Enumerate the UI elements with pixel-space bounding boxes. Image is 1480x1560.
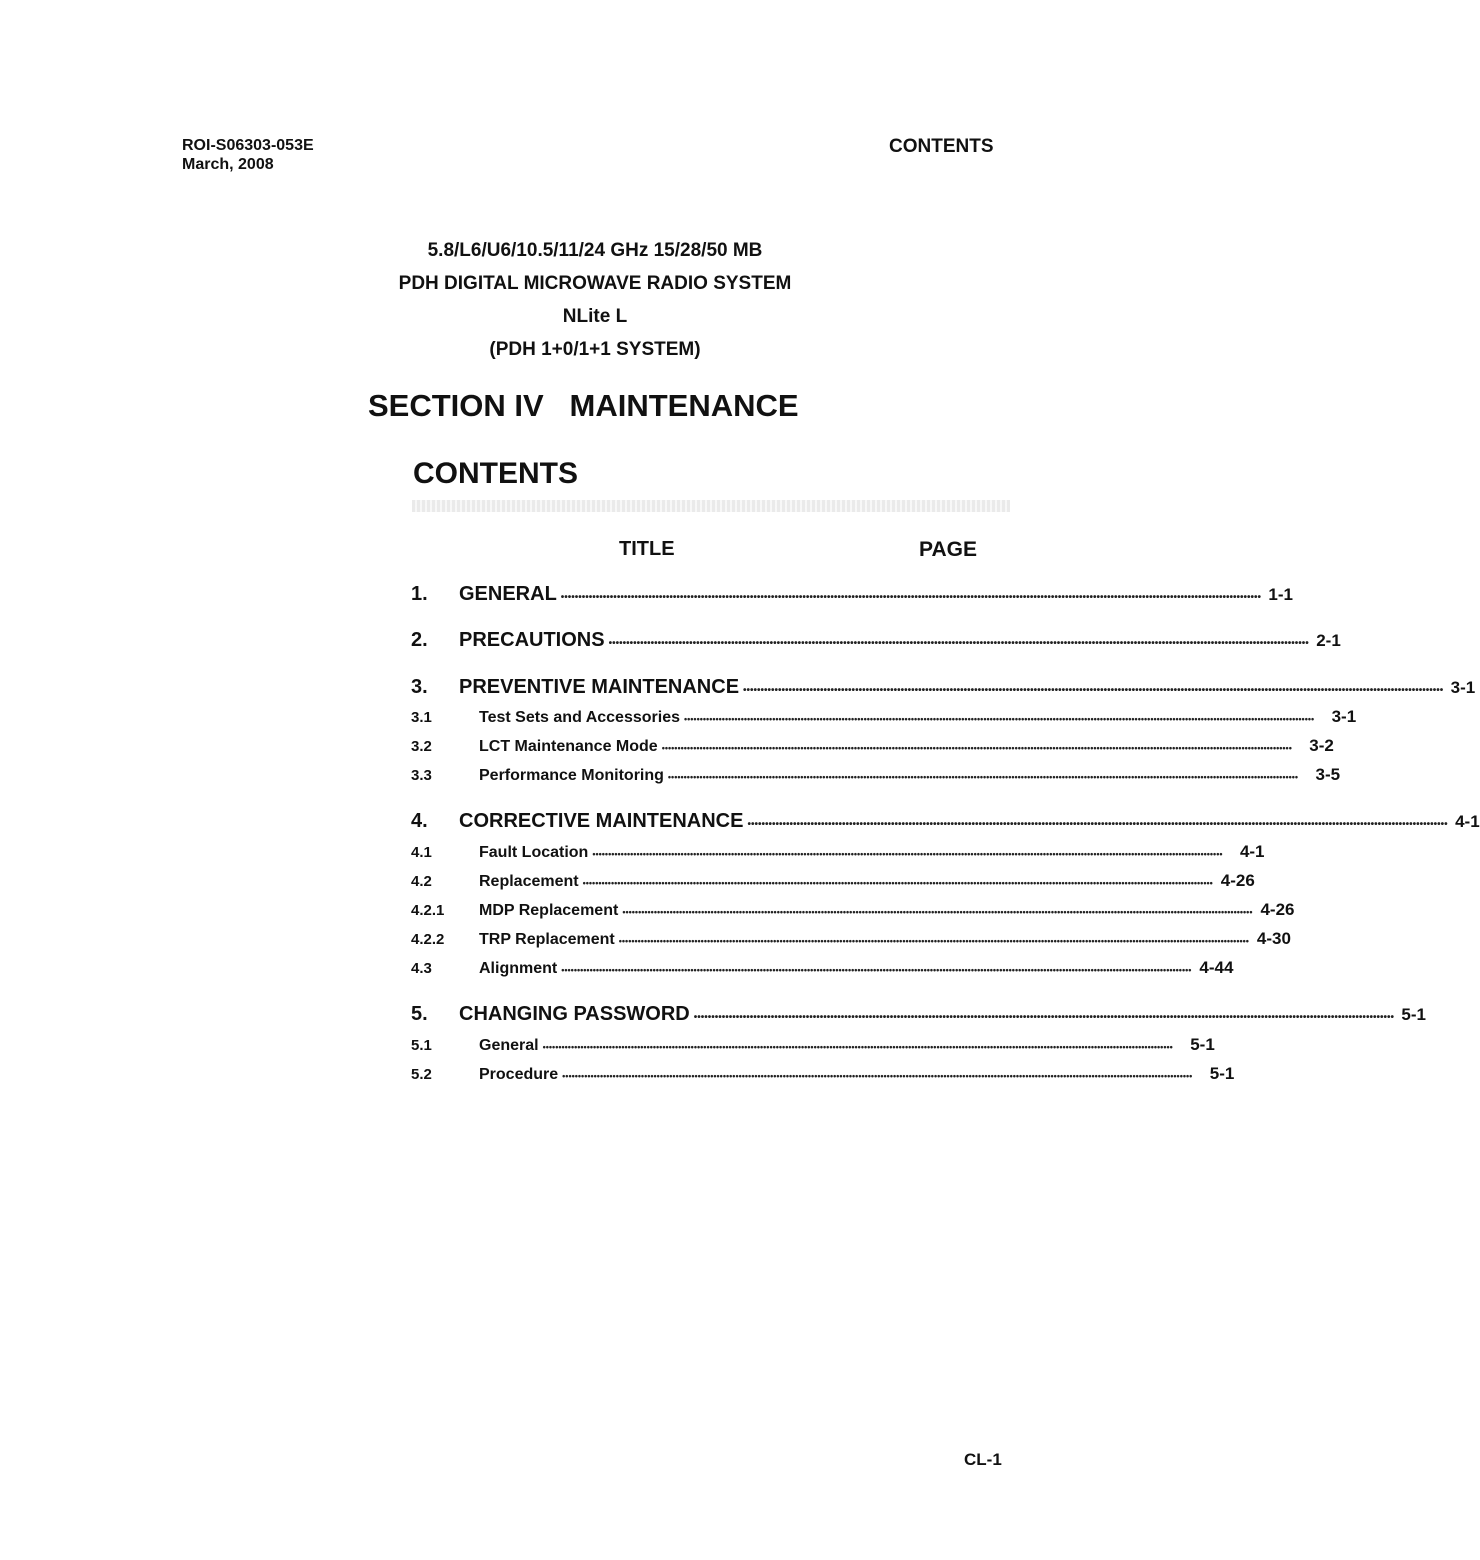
toc-entry[interactable] <box>411 676 1476 699</box>
document-title <box>340 234 850 366</box>
title-line: NLite L <box>562 306 628 327</box>
title-line: 5.8/L6/U6/10.5/11/24 GHz 15/28/50 MB <box>427 240 763 261</box>
toc-entry[interactable] <box>411 707 1357 727</box>
toc-entry[interactable] <box>411 842 1265 862</box>
toc-dot-leader: •••••••••••••••••••••••••••••••••••••••••••••••••••••••••••••••••••••••••••••••••••••••••••••••••••••••••••••••••••••••••••••••••••••••••••••••••••••••••••••••••••••••••••••••••••••••••••••••••••••••• <box>592 849 1223 859</box>
toc-entry-number: 5.2 <box>411 1066 432 1083</box>
document-header-left <box>182 136 314 174</box>
toc-dot-leader: •••••••••••••••••••••••••••••••••••••••••••••••••••••••••••••••••••••••••••••••••••••••••••••••••••••••••••••••••••••••••••••••••••••••••••••••••••••••••••••••••••••••••••••••••••••••••••••••••••••••• <box>542 1042 1173 1052</box>
column-header-page: PAGE <box>919 538 977 561</box>
toc-entry-title: Procedure <box>479 1066 559 1083</box>
toc-entry[interactable] <box>411 871 1255 891</box>
heading-rule <box>412 500 1010 512</box>
toc-entry-title: Alignment <box>479 960 558 977</box>
toc-dot-leader: •••••••••••••••••••••••••••••••••••••••••••••••••••••••••••••••••••••••••••••••••••••••••••••••••••••••••••••••••••••••••••••••••••••••••••••••••••••••••••••••••••••••••••••••••••••••••••••••••••••••• <box>661 743 1292 753</box>
page-number: CL-1 <box>964 1450 1002 1469</box>
header-contents-label: CONTENTS <box>889 136 994 157</box>
toc-entry-title: MDP Replacement <box>479 902 619 919</box>
toc-entry-number: 4.2.1 <box>411 902 445 919</box>
toc-entry-number: 4.3 <box>411 960 432 977</box>
toc-entry-title: Replacement <box>479 873 579 890</box>
toc-entry-number: 3.2 <box>411 738 432 755</box>
toc-entry[interactable] <box>411 736 1334 756</box>
toc-entry-title: LCT Maintenance Mode <box>479 738 658 755</box>
toc-entry-title: PREVENTIVE MAINTENANCE <box>459 676 740 698</box>
toc-dot-leader: •••••••••••••••••••••••••••••••••••••••••••••••••••••••••••••••••••••••••••••••••••••••••••••••••••••••••••••••••••••••••••••••••••••••••••••••••••••••••••••••••••••••••••••••••••••••••••••••••••••••• <box>622 907 1253 917</box>
toc-entry-page: 4-1 <box>1239 842 1265 861</box>
toc-entry-number: 5. <box>411 1003 428 1025</box>
toc-entry-page: 4-26 <box>1220 871 1255 890</box>
toc-entry-page: 4-26 <box>1260 900 1295 919</box>
toc-entry-number: 4.1 <box>411 844 432 861</box>
toc-entry-number: 2. <box>411 629 428 651</box>
toc-dot-leader: •••••••••••••••••••••••••••••••••••••••••••••••••••••••••••••••••••••••••••••••••••••••••••••••••••••••••••••••••••••••••••••••••••••••••••••••••••••••••••••••••••••••••••••••••••••••••••••••••••••••• <box>667 772 1299 782</box>
toc-entry-number: 4.2 <box>411 873 432 890</box>
toc-entry[interactable] <box>411 765 1341 785</box>
toc-entry[interactable] <box>411 1035 1215 1055</box>
toc-entry-page: 5-1 <box>1401 1005 1426 1024</box>
toc-entry-title: Test Sets and Accessories <box>479 709 680 726</box>
toc-entry[interactable] <box>411 1064 1235 1084</box>
toc-dot-leader: •••••••••••••••••••••••••••••••••••••••••••••••••••••••••••••••••••••••••••••••••••••••••••••••••••••••••••••••••••••••••••••••••••••••••••••••••••••••••••••••••••••••••••••••••••••••••••••••••••••••• <box>683 714 1315 724</box>
toc-entry-page: 4-44 <box>1199 958 1234 977</box>
toc-entry[interactable] <box>411 810 1480 833</box>
toc-entry-page: 3-2 <box>1309 736 1334 755</box>
toc-entry-page: 5-1 <box>1190 1035 1215 1054</box>
toc-dot-leader: •••••••••••••••••••••••••••••••••••••••••••••••••••••••••••••••••••••••••••••••••••••••••••••••••••••••••••••••••••••••••••••••••••••••••••••••••••••••••••••••••••••••••••••••••••••••••••••••••••••••• <box>560 592 1261 603</box>
toc-entry-number: 4. <box>411 810 428 832</box>
toc-entry-page: 4-1 <box>1455 812 1480 831</box>
column-header-title: TITLE <box>619 538 675 560</box>
toc-entry-page: 4-30 <box>1256 929 1291 948</box>
toc-entry-number: 5.1 <box>411 1037 432 1054</box>
toc-entry-title: GENERAL <box>459 583 557 605</box>
toc-entry-title: CORRECTIVE MAINTENANCE <box>459 810 744 832</box>
toc-dot-leader: •••••••••••••••••••••••••••••••••••••••••••••••••••••••••••••••••••••••••••••••••••••••••••••••••••••••••••••••••••••••••••••••••••••••••••••••••••••••••••••••••••••••••••••••••••••••••••••••••••••••• <box>561 965 1192 975</box>
toc-dot-leader: •••••••••••••••••••••••••••••••••••••••••••••••••••••••••••••••••••••••••••••••••••••••••••••••••••••••••••••••••••••••••••••••••••••••••••••••••••••••••••••••••••••••••••••••••••••••••••••••••••••••• <box>582 878 1213 888</box>
toc-entry-title: PRECAUTIONS <box>459 629 605 651</box>
toc-entry-page: 3-5 <box>1315 765 1341 784</box>
document-date: March, 2008 <box>182 156 274 173</box>
toc-entry-title: CHANGING PASSWORD <box>459 1003 690 1025</box>
title-line: (PDH 1+0/1+1 SYSTEM) <box>489 339 701 360</box>
toc-entry[interactable] <box>411 929 1291 949</box>
toc-dot-leader: •••••••••••••••••••••••••••••••••••••••••••••••••••••••••••••••••••••••••••••••••••••••••••••••••••••••••••••••••••••••••••••••••••••••••••••••••••••••••••••••••••••••••••••••••••••••••••••••••••••••• <box>608 638 1309 649</box>
toc-entry-title: Performance Monitoring <box>479 767 664 784</box>
toc-entry-number: 3.1 <box>411 709 432 726</box>
toc-entry-title: Fault Location <box>479 844 589 861</box>
toc-entry-number: 4.2.2 <box>411 931 445 948</box>
toc-dot-leader: •••••••••••••••••••••••••••••••••••••••••••••••••••••••••••••••••••••••••••••••••••••••••••••••••••••••••••••••••••••••••••••••••••••••••••••••••••••••••••••••••••••••••••••••••••••••••••••••••••••••• <box>562 1071 1193 1081</box>
toc-dot-leader: •••••••••••••••••••••••••••••••••••••••••••••••••••••••••••••••••••••••••••••••••••••••••••••••••••••••••••••••••••••••••••••••••••••••••••••••••••••••••••••••••••••••••••••••••••••••••••••••••••••••• <box>618 936 1249 946</box>
toc-dot-leader: •••••••••••••••••••••••••••••••••••••••••••••••••••••••••••••••••••••••••••••••••••••••••••••••••••••••••••••••••••••••••••••••••••••••••••••••••••••••••••••••••••••••••••••••••••••••••••••••••••••••• <box>747 819 1448 830</box>
toc-entry-page: 1-1 <box>1268 585 1293 604</box>
section-heading: SECTION IV MAINTENANCE <box>368 388 799 423</box>
toc-entry-number: 3. <box>411 676 428 698</box>
toc-entry[interactable] <box>411 629 1341 652</box>
toc-entry[interactable] <box>411 583 1293 606</box>
toc-dot-leader: •••••••••••••••••••••••••••••••••••••••••••••••••••••••••••••••••••••••••••••••••••••••••••••••••••••••••••••••••••••••••••••••••••••••••••••••••••••••••••••••••••••••••••••••••••••••••••••••••••••••• <box>693 1012 1394 1023</box>
toc-dot-leader: •••••••••••••••••••••••••••••••••••••••••••••••••••••••••••••••••••••••••••••••••••••••••••••••••••••••••••••••••••••••••••••••••••••••••••••••••••••••••••••••••••••••••••••••••••••••••••••••••••••••• <box>743 685 1444 696</box>
toc-entry-number: 3.3 <box>411 767 432 784</box>
toc-entry-title: General <box>479 1037 539 1054</box>
toc-entry-page: 3-1 <box>1450 678 1476 697</box>
toc-entry[interactable] <box>411 1003 1426 1026</box>
toc-entry-number: 1. <box>411 583 428 605</box>
document-id: ROI-S06303-053E <box>182 137 314 154</box>
toc-entry-page: 5-1 <box>1209 1064 1235 1083</box>
title-line: PDH DIGITAL MICROWAVE RADIO SYSTEM <box>398 273 792 294</box>
contents-heading: CONTENTS <box>413 457 578 490</box>
toc-entry-page: 2-1 <box>1316 631 1341 650</box>
toc-entry-page: 3-1 <box>1331 707 1357 726</box>
toc-entry[interactable] <box>411 958 1234 978</box>
toc-entry[interactable] <box>411 900 1295 920</box>
toc-entry-title: TRP Replacement <box>479 931 615 948</box>
